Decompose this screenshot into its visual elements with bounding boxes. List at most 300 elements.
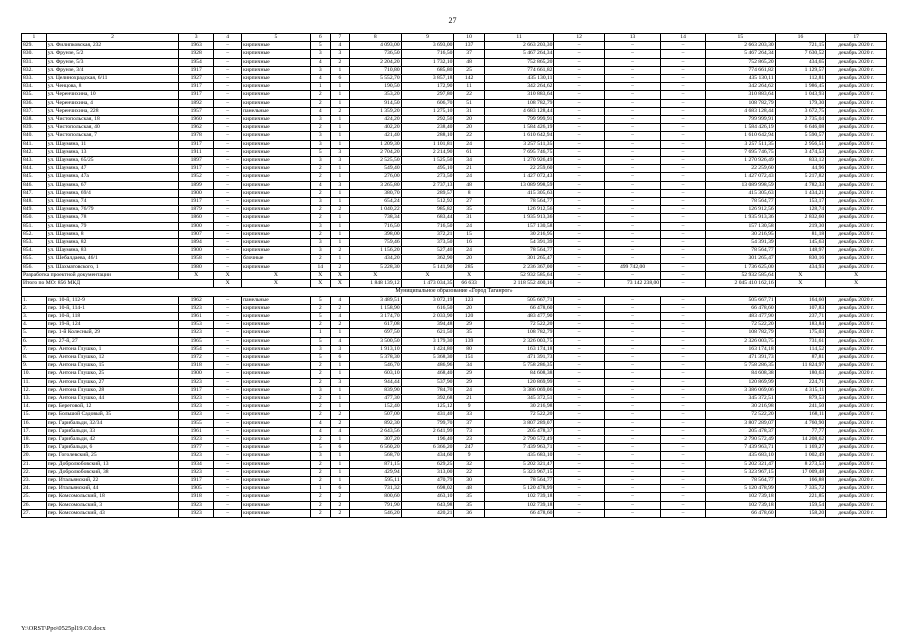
table-cell: –	[661, 386, 706, 394]
table-cell: 838.	[22, 116, 47, 124]
table-row	[22, 157, 887, 165]
table-cell: 23.	[22, 476, 47, 484]
table-cell: 9	[454, 452, 484, 460]
table-cell: 2 956,51	[775, 140, 826, 148]
table-cell: декабрь 2020 г.	[826, 124, 887, 132]
table-cell: декабрь 2020 г.	[826, 165, 887, 173]
table-cell: декабрь 2020 г.	[826, 66, 887, 74]
table-cell: декабрь 2020 г.	[826, 476, 887, 484]
table-cell: 1900	[179, 370, 214, 378]
table-cell: 6.	[22, 337, 47, 345]
table-cell: 2	[310, 91, 330, 99]
table-cell: 1 424,80	[401, 345, 454, 353]
table-cell: 22.	[22, 468, 47, 476]
table-cell: 84 608,38	[706, 370, 776, 378]
table-cell: 159,54	[775, 501, 826, 509]
table-cell: 1 736 625,00	[706, 263, 776, 271]
table-row	[22, 263, 887, 271]
table-cell: ул. Шахматовского, 1	[46, 263, 179, 271]
table-cell: 736,50	[349, 50, 401, 58]
table-cell: 4	[330, 427, 349, 435]
table-cell: –	[554, 99, 605, 107]
table-cell: 35	[454, 501, 484, 509]
table-cell: 1899	[179, 181, 214, 189]
table-cell: –	[554, 75, 605, 83]
table-cell: 285	[454, 263, 484, 271]
table-row	[22, 312, 887, 320]
table-cell: 2 641,99	[401, 427, 454, 435]
table-cell: –	[604, 337, 660, 345]
table-cell: 78 564,77	[484, 198, 554, 206]
table-cell: 2 704,20	[349, 148, 401, 156]
table-cell: 1	[330, 173, 349, 181]
table-cell: 617,08	[349, 321, 401, 329]
table-cell: 2 118 552 400,16	[484, 280, 554, 288]
table-cell: 2 737,13	[401, 181, 454, 189]
table-cell: 398,00	[349, 230, 401, 238]
table-cell: 2.	[22, 304, 47, 312]
table-row	[22, 181, 887, 189]
table-cell: –	[554, 173, 605, 181]
table-cell: 205 478,37	[706, 427, 776, 435]
table-cell: 1963	[179, 42, 214, 50]
table-cell: 4	[310, 427, 330, 435]
table-cell: –	[661, 263, 706, 271]
table-cell: 1923	[179, 329, 214, 337]
table-cell: 72 522,20	[706, 321, 776, 329]
table-row	[22, 198, 887, 206]
table-cell: 4	[310, 58, 330, 66]
table-cell: 21	[454, 394, 484, 402]
table-cell: 301 265,47	[706, 255, 776, 263]
table-cell: –	[661, 91, 706, 99]
table-cell: –	[604, 214, 660, 222]
table-cell: кирпичные	[242, 239, 311, 247]
table-cell: 29	[454, 378, 484, 386]
table-cell: 843.	[22, 157, 47, 165]
table-cell: 468,40	[401, 370, 454, 378]
table-cell: 6	[310, 34, 330, 42]
table-cell: декабрь 2020 г.	[826, 403, 887, 411]
table-cell: 7 439 963,71	[484, 444, 554, 452]
table-cell: 629,25	[401, 460, 454, 468]
table-cell: 1918	[179, 493, 214, 501]
table-cell: 33	[454, 411, 484, 419]
table-cell: –	[661, 452, 706, 460]
table-cell: X	[242, 280, 311, 288]
table-row	[22, 362, 887, 370]
table-cell: –	[604, 304, 660, 312]
table-cell: 107,83	[775, 304, 826, 312]
table-cell: –	[604, 157, 660, 165]
table-cell: –	[554, 271, 605, 279]
table-cell: –	[604, 165, 660, 173]
table-cell: 839,90	[349, 386, 401, 394]
table-row	[22, 230, 887, 238]
table-cell: пер. 10-й, 112-9	[46, 296, 179, 304]
table-cell: –	[604, 362, 660, 370]
table-cell: 1911	[179, 148, 214, 156]
table-cell: 842.	[22, 148, 47, 156]
table-cell: 834.	[22, 83, 47, 91]
table-cell: 5 758 286,35	[484, 362, 554, 370]
table-cell: –	[661, 198, 706, 206]
table-cell: –	[214, 419, 242, 427]
table-cell: 15.	[22, 411, 47, 419]
table-cell: 2 326 003,75	[484, 337, 554, 345]
table-cell: 1961	[179, 312, 214, 320]
table-cell: 832.	[22, 66, 47, 74]
table-cell: декабрь 2020 г.	[826, 58, 887, 66]
table-cell: 2	[310, 378, 330, 386]
table-cell: –	[554, 42, 605, 50]
table-cell: –	[661, 501, 706, 509]
table-cell: 1917	[179, 140, 214, 148]
table-cell: 831.	[22, 58, 47, 66]
table-cell: 1	[330, 99, 349, 107]
table-cell: –	[661, 419, 706, 427]
table-cell: 2	[310, 189, 330, 197]
table-cell: 1	[330, 66, 349, 74]
table-cell: 791,90	[349, 501, 401, 509]
table-cell: кирпичные	[242, 329, 311, 337]
table-cell: –	[661, 321, 706, 329]
table-cell: 5	[310, 353, 330, 361]
table-cell: ул. Фрунзе, 5/2	[46, 50, 179, 58]
table-cell: 3 474,53	[775, 148, 826, 156]
table-cell: –	[554, 132, 605, 140]
table-cell: 1 525,50	[401, 157, 454, 165]
table-cell: –	[604, 140, 660, 148]
table-cell: 1 935 913,36	[484, 214, 554, 222]
table-cell: 307,20	[349, 435, 401, 443]
table-cell: 1923	[179, 304, 214, 312]
table-cell: 8	[454, 189, 484, 197]
table-cell: –	[554, 501, 605, 509]
table-cell: 463,10	[401, 493, 454, 501]
table-row	[22, 411, 887, 419]
table-cell: 5	[310, 312, 330, 320]
table-cell: 2	[310, 304, 330, 312]
table-cell: 8.	[22, 353, 47, 361]
table-cell: –	[604, 50, 660, 58]
table-cell: 3 693,00	[401, 42, 454, 50]
table-cell: 20	[454, 255, 484, 263]
table-row	[22, 493, 887, 501]
table-cell: 470,79	[401, 476, 454, 484]
table-cell: –	[661, 173, 706, 181]
table-cell: –	[661, 476, 706, 484]
table-cell: 14.	[22, 403, 47, 411]
table-cell: 654,24	[349, 198, 401, 206]
table-cell: 505 667,71	[706, 296, 776, 304]
table-cell: 22 259,60	[484, 165, 554, 173]
table-cell: Муниципальное образование «Город Таганрог»	[22, 288, 887, 296]
table-cell: 5 378,30	[349, 353, 401, 361]
table-cell: 13 089 998,59	[484, 181, 554, 189]
table-cell: 837.	[22, 107, 47, 115]
table-cell: 84 608,38	[484, 370, 554, 378]
table-cell: 1953	[179, 321, 214, 329]
table-cell: декабрь 2020 г.	[826, 444, 887, 452]
table-cell: 3.	[22, 312, 47, 320]
table-cell: –	[214, 321, 242, 329]
table-cell: кирпичные	[242, 345, 311, 353]
table-cell: 13	[604, 34, 660, 42]
table-cell: –	[214, 148, 242, 156]
table-cell: 1	[330, 165, 349, 173]
table-cell: –	[661, 370, 706, 378]
table-cell: 1	[330, 198, 349, 206]
table-cell: 13.	[22, 394, 47, 402]
table-cell: 112,81	[775, 75, 826, 83]
table-cell: –	[554, 148, 605, 156]
table-cell: 3 257 511,35	[484, 140, 554, 148]
table-cell: –	[214, 468, 242, 476]
table-cell: пер. Гарибальди, 33	[46, 427, 179, 435]
table-cell: 1978	[179, 132, 214, 140]
table-cell: 48	[454, 485, 484, 493]
table-cell: X	[349, 271, 401, 279]
table-cell: –	[661, 411, 706, 419]
table-cell: 841.	[22, 140, 47, 148]
table-cell: пер. 27-й, 27	[46, 337, 179, 345]
table-cell: –	[554, 321, 605, 329]
table-cell: декабрь 2020 г.	[826, 214, 887, 222]
table-cell: 8	[349, 34, 401, 42]
table-row	[22, 107, 887, 115]
table-cell: –	[214, 75, 242, 83]
table-cell: 4 315,11	[775, 386, 826, 394]
table-cell: 2	[310, 124, 330, 132]
table-cell: 5	[310, 148, 330, 156]
table-cell: –	[554, 411, 605, 419]
table-cell: 3	[310, 386, 330, 394]
table-row	[22, 378, 887, 386]
table-cell: 24	[454, 173, 484, 181]
table-cell: 1934	[179, 460, 214, 468]
table-cell: X	[401, 271, 454, 279]
table-cell: пер. Комсомольский, 3	[46, 501, 179, 509]
table-cell: 13 089 998,59	[706, 181, 776, 189]
table-cell: 1	[330, 468, 349, 476]
table-cell: –	[554, 280, 605, 288]
table-cell: пер. Антона Глушко, 15	[46, 362, 179, 370]
table-cell: 5 467 264,34	[706, 50, 776, 58]
table-cell: 1965	[179, 337, 214, 345]
table-cell: 1917	[179, 476, 214, 484]
table-cell: 2 663 203,30	[706, 42, 776, 50]
table-cell: 2	[330, 501, 349, 509]
table-cell: –	[214, 66, 242, 74]
table-cell: 1 610 642,94	[484, 132, 554, 140]
table-cell: 27	[454, 198, 484, 206]
table-cell: 5.	[22, 329, 47, 337]
table-cell: 23	[454, 435, 484, 443]
table-cell: –	[214, 411, 242, 419]
table-cell: 1	[310, 485, 330, 493]
table-cell: –	[214, 460, 242, 468]
table-cell: –	[214, 378, 242, 386]
table-cell: 9	[401, 34, 454, 42]
table-cell: 9.	[22, 362, 47, 370]
table-cell: 72 522,20	[706, 411, 776, 419]
table-cell: 10.	[22, 370, 47, 378]
table-cell: декабрь 2020 г.	[826, 378, 887, 386]
table-row	[22, 427, 887, 435]
table-cell: 1917	[179, 91, 214, 99]
table-cell: –	[554, 198, 605, 206]
table-cell: 22	[454, 468, 484, 476]
table-cell: декабрь 2020 г.	[826, 321, 887, 329]
table-cell: 5 202 321,47	[706, 460, 776, 468]
table-cell: 8 273,53	[775, 460, 826, 468]
table-cell: 3 257 511,35	[706, 140, 776, 148]
table-cell: 2 525,50	[349, 157, 401, 165]
table-cell: –	[604, 198, 660, 206]
table-cell: 892,30	[349, 419, 401, 427]
table-row	[22, 337, 887, 345]
table-cell: 402,20	[349, 124, 401, 132]
table-cell: декабрь 2020 г.	[826, 304, 887, 312]
table-cell: 2	[310, 214, 330, 222]
table-cell: –	[214, 452, 242, 460]
table-cell: –	[554, 50, 605, 58]
table-cell: 1 935 913,36	[706, 214, 776, 222]
table-cell: кирпичные	[242, 411, 311, 419]
table-cell: 1	[330, 140, 349, 148]
table-cell: 353,20	[349, 91, 401, 99]
table-cell: 35	[454, 493, 484, 501]
table-cell: –	[554, 403, 605, 411]
table-cell: 1 156,20	[349, 247, 401, 255]
table-cell: 1907	[179, 230, 214, 238]
table-cell: 54 391,39	[706, 239, 776, 247]
table-cell: –	[661, 214, 706, 222]
table-cell: 752 865,20	[706, 58, 776, 66]
table-cell: 342 264,62	[484, 83, 554, 91]
table-cell: –	[661, 230, 706, 238]
table-cell: –	[604, 501, 660, 509]
table-cell: ул. Шаумяна, 8	[46, 230, 179, 238]
table-cell: –	[661, 337, 706, 345]
table-cell: 774 661,82	[484, 66, 554, 74]
table-cell: 471 391,73	[706, 353, 776, 361]
table-cell: –	[604, 58, 660, 66]
table-cell: 2	[310, 255, 330, 263]
table-cell: 4 782,33	[775, 181, 826, 189]
table-cell: 784,70	[401, 386, 454, 394]
table-cell: 3 672,75	[775, 107, 826, 115]
table-cell: –	[554, 58, 605, 66]
table-cell: –	[554, 239, 605, 247]
table-cell: 380,70	[349, 189, 401, 197]
table-cell: 80	[454, 345, 484, 353]
table-cell: 421,40	[349, 132, 401, 140]
table-row	[22, 132, 887, 140]
table-cell: 1977	[179, 444, 214, 452]
table-cell: 237,71	[775, 312, 826, 320]
table-cell: –	[661, 132, 706, 140]
table-cell: 697,50	[349, 329, 401, 337]
table-cell: декабрь 2020 г.	[826, 230, 887, 238]
table-cell: –	[554, 116, 605, 124]
table-cell: 78 564,77	[706, 247, 776, 255]
table-cell: кирпичные	[242, 501, 311, 509]
table-cell: 151	[454, 353, 484, 361]
table-cell: –	[604, 230, 660, 238]
table-cell: 1917	[179, 83, 214, 91]
table-cell: –	[214, 91, 242, 99]
table-row	[22, 345, 887, 353]
table-cell: 102 739,18	[706, 493, 776, 501]
table-cell: –	[554, 435, 605, 443]
table-cell: 848.	[22, 198, 47, 206]
table-cell: –	[604, 189, 660, 197]
table-cell: –	[661, 206, 706, 214]
table-row	[22, 386, 887, 394]
table-cell: –	[604, 296, 660, 304]
table-cell: –	[214, 444, 242, 452]
table-cell: –	[661, 435, 706, 443]
table-cell: 4	[214, 34, 242, 42]
table-cell: 2	[310, 468, 330, 476]
table-cell: –	[661, 239, 706, 247]
table-cell: 1	[330, 189, 349, 197]
table-cell: 1923	[179, 509, 214, 517]
table-cell: 224,71	[775, 378, 826, 386]
table-cell: –	[604, 148, 660, 156]
table-cell: 3	[310, 198, 330, 206]
table-cell: 362,90	[401, 255, 454, 263]
table-cell: 839.	[22, 124, 47, 132]
table-cell: 1923	[179, 378, 214, 386]
table-cell: декабрь 2020 г.	[826, 247, 887, 255]
table-cell: 507,00	[349, 411, 401, 419]
table-cell: 221,85	[775, 493, 826, 501]
table-cell: пер. Комсомольский, 43	[46, 509, 179, 517]
table-cell: 1892	[179, 99, 214, 107]
table-cell: 851.	[22, 222, 47, 230]
table-cell: 833,12	[775, 157, 826, 165]
table-cell: ул. Чеpенчихина, 4	[46, 99, 179, 107]
table-cell: 31	[454, 107, 484, 115]
table-cell: 20.	[22, 452, 47, 460]
table-cell: кирпичные	[242, 206, 311, 214]
table-cell: 3 386 069,06	[706, 386, 776, 394]
table-cell: 2	[310, 173, 330, 181]
table-row	[22, 460, 887, 468]
table-cell: 205 478,37	[484, 427, 554, 435]
table-cell: 1 101,81	[401, 140, 454, 148]
table-cell: 7 695 746,75	[484, 148, 554, 156]
table-row	[22, 50, 887, 58]
table-cell: 5 120 478,99	[706, 485, 776, 493]
table-row	[22, 239, 887, 247]
table-cell: 392,68	[401, 394, 454, 402]
table-cell: 2	[330, 263, 349, 271]
table-cell: 1 043,93	[775, 91, 826, 99]
table-cell: пер. 10-й, 114-1	[46, 304, 179, 312]
table-cell: –	[661, 58, 706, 66]
table-cell: 126 912,56	[484, 206, 554, 214]
table-cell: –	[214, 493, 242, 501]
table-cell: –	[661, 280, 706, 288]
table-cell: декабрь 2020 г.	[826, 345, 887, 353]
table-cell: –	[554, 460, 605, 468]
table-cell: –	[214, 173, 242, 181]
table-cell: пер. Итальянский, 22	[46, 476, 179, 484]
